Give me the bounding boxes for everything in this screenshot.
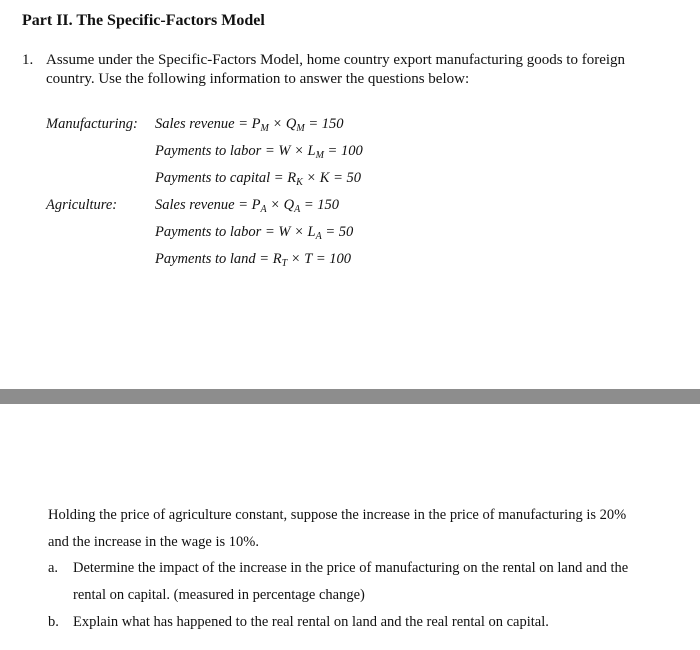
manufacturing-sales-equation: Sales revenue = $P_M \times Q_M = 150$	[155, 116, 344, 134]
manufacturing-labor-equation: Payments to labor = $W \times L_M = 100$	[155, 143, 363, 161]
item-a-line-1: Determine the impact of the increase in the price of manufacturing on the rental on land and the	[73, 560, 629, 576]
manufacturing-capital-equation: Payments to capital = $R_K \times K = 50$	[155, 170, 362, 188]
section-title: Part II. The Specific-Factors Model	[22, 12, 265, 29]
agriculture-label: Agriculture:	[46, 197, 118, 213]
item-b-line-1: Explain what has happened to the real rental on land and the real rental on capital.	[73, 614, 549, 630]
item-a-line-2: rental on capital. (measured in percentage change)	[73, 587, 365, 603]
manufacturing-label: Manufacturing:	[46, 116, 138, 132]
part2-intro-line-1: Holding the price of agriculture constant, suppose the increase in the price of manufacturing is 20%	[48, 507, 627, 523]
question-text-line-2: country. Use the following information to answer the questions below:	[46, 71, 470, 87]
question-number: 1.	[22, 52, 34, 68]
agriculture-sales-equation: Sales revenue = $P_A \times Q_A = 150$	[155, 197, 340, 215]
question-text-line-1: Assume under the Specific-Factors Model, home country export manufacturing goods to foreign	[46, 52, 626, 68]
agriculture-labor-equation: Payments to labor = $W \times L_A = 50$	[155, 224, 354, 242]
agriculture-land-equation: Payments to land = $R_T \times T = 100$	[155, 251, 352, 269]
part2-intro-line-2: and the increase in the wage is 10%.	[48, 534, 259, 550]
item-b-letter: b.	[48, 614, 59, 630]
item-a-letter: a.	[48, 560, 59, 576]
page-divider	[0, 389, 700, 404]
